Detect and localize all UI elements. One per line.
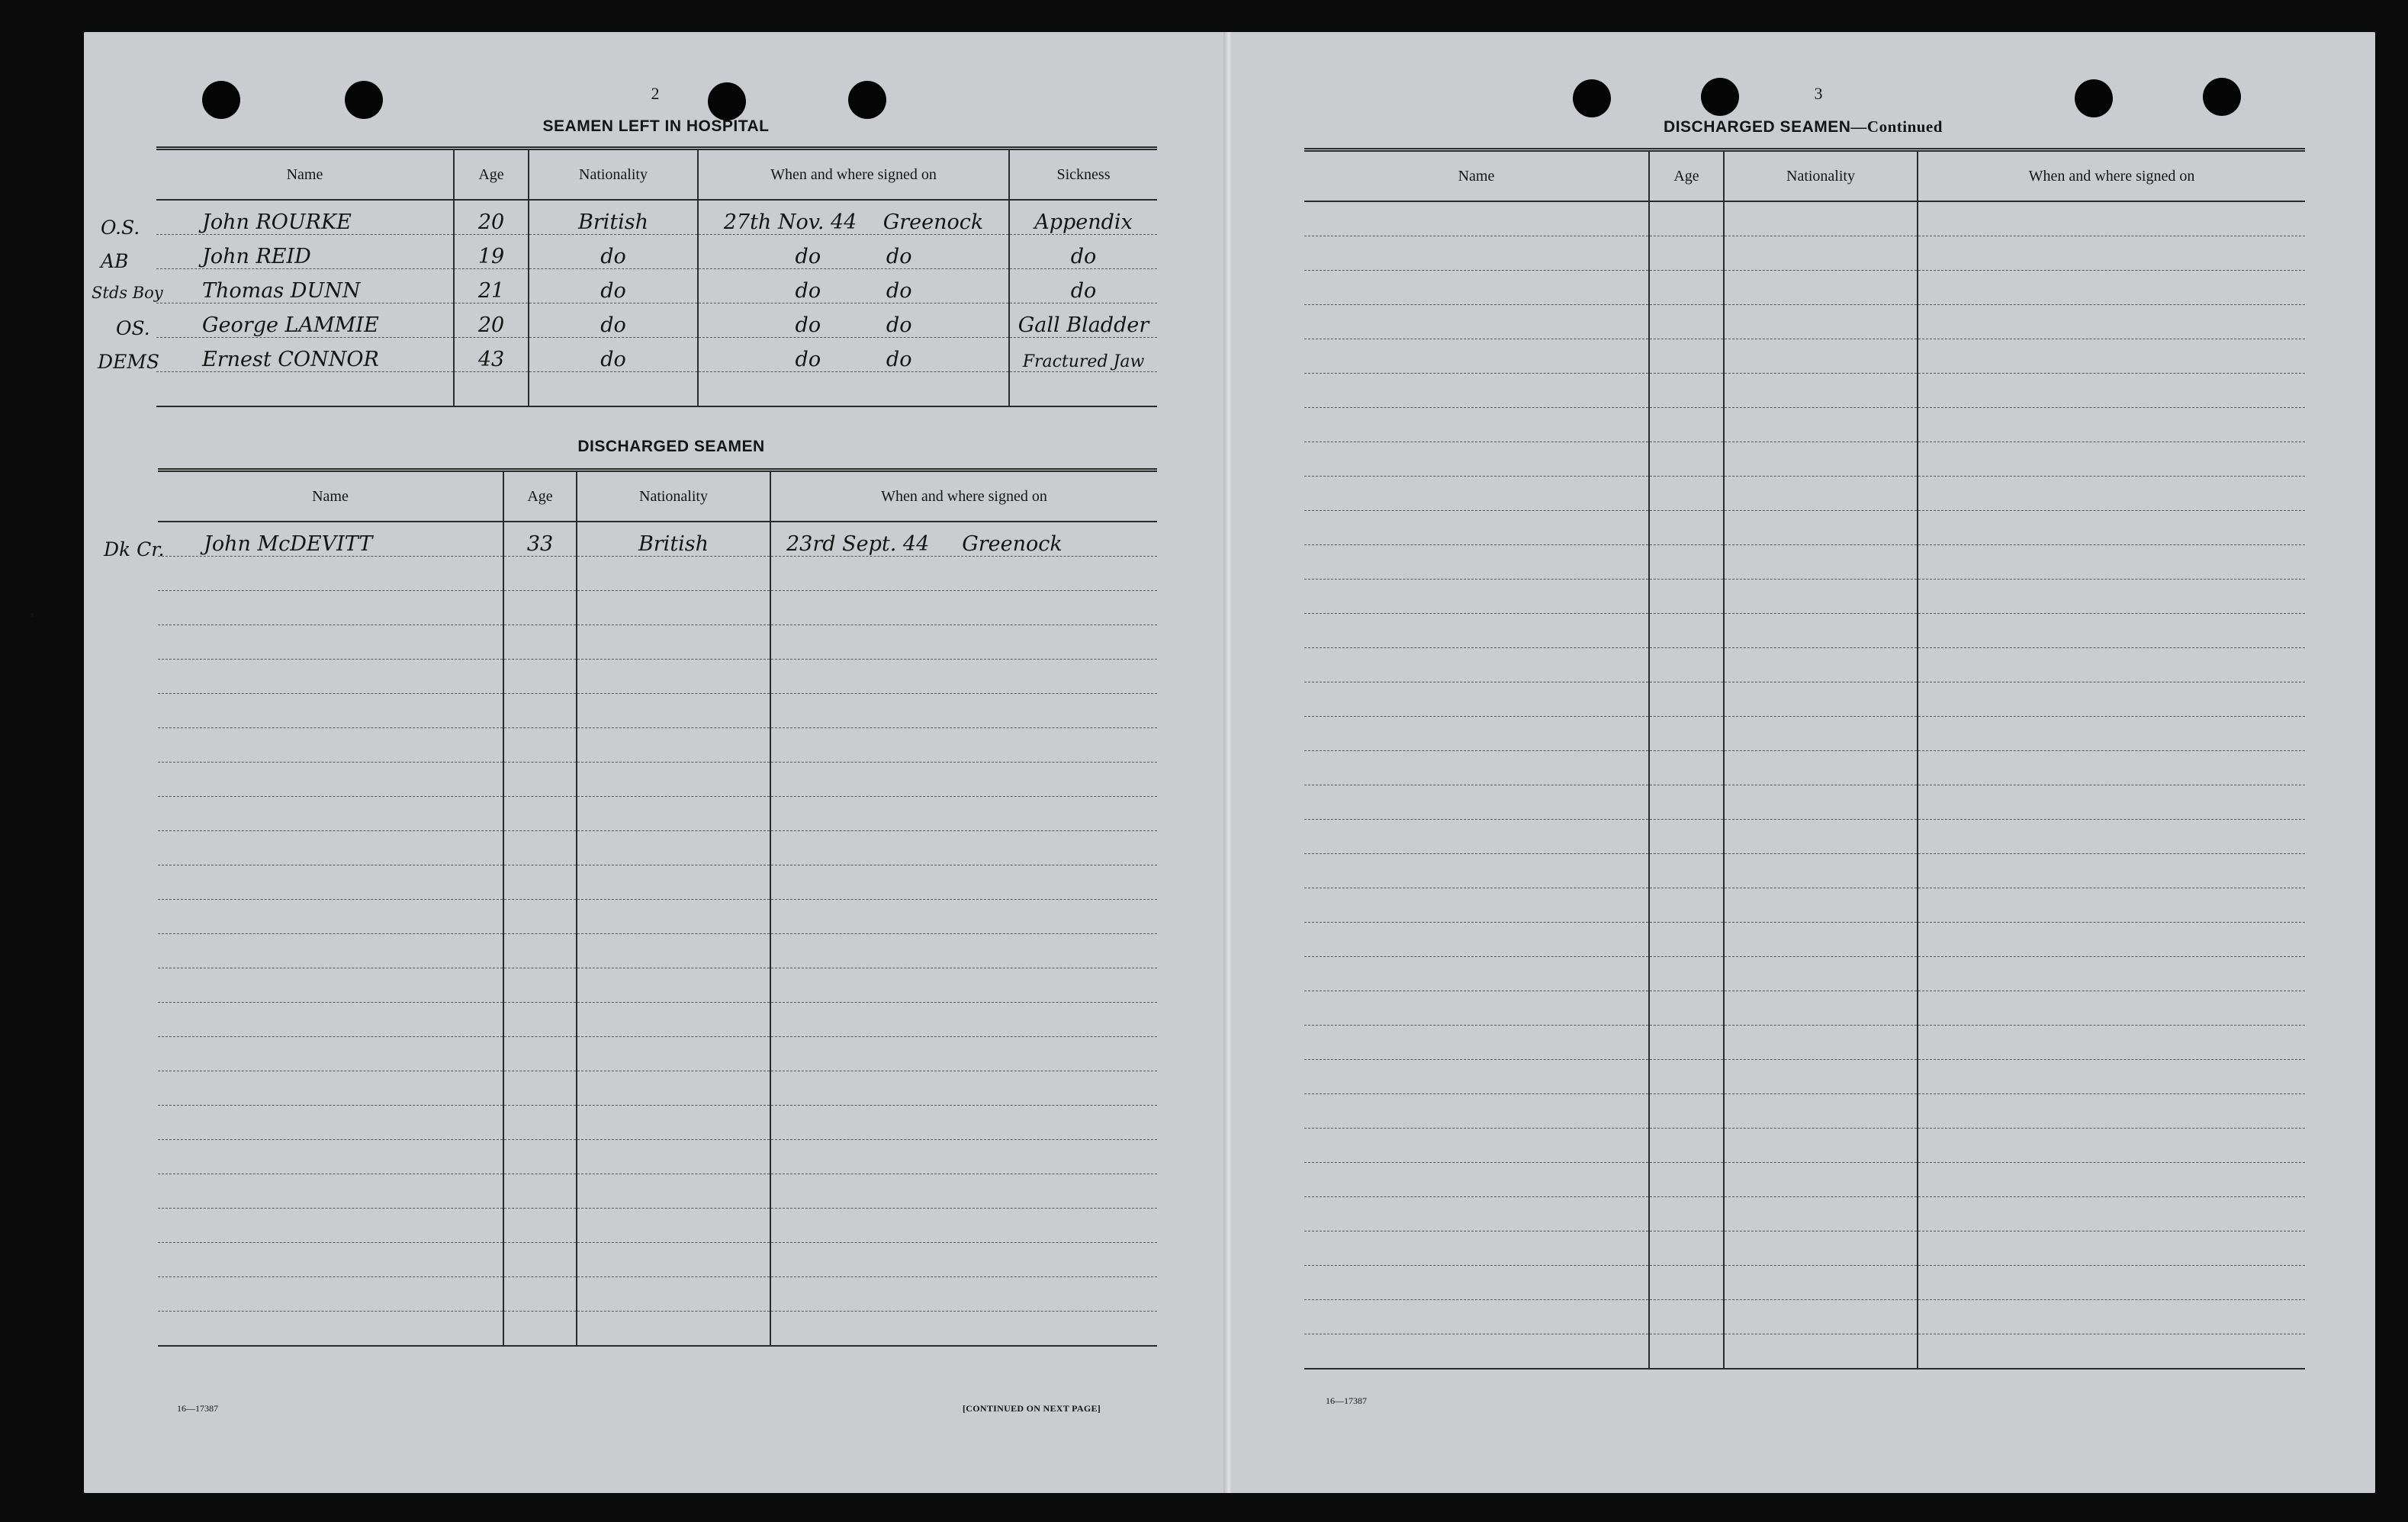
col-header-age: Age [454, 149, 529, 201]
seaman-nationality: do [529, 269, 698, 303]
empty-row [1304, 477, 2305, 511]
punch-hole [708, 82, 746, 120]
seaman-nationality: do [529, 235, 698, 269]
seaman-sickness: do [1009, 269, 1157, 303]
empty-row [1304, 1163, 2305, 1197]
empty-row [1304, 682, 2305, 717]
form-code-left: 16—17387 [177, 1403, 218, 1414]
discharged-continued-table [1304, 148, 2305, 1369]
empty-row [1304, 511, 2305, 545]
empty-row [158, 591, 1157, 625]
empty-row [158, 865, 1157, 900]
empty-row [1304, 1266, 2305, 1300]
seaman-sickness: Fractured Jaw [1009, 338, 1157, 372]
empty-row [158, 1209, 1157, 1243]
empty-row [158, 694, 1157, 728]
table-row [156, 372, 1157, 407]
empty-row [1304, 957, 2305, 991]
seaman-name: John REID [156, 235, 454, 269]
seaman-name: George LAMMIE [156, 303, 454, 338]
page-number-left: 2 [651, 84, 660, 103]
title-continued: —Continued [1850, 117, 1943, 136]
row-rating: O.S. [101, 217, 140, 239]
signed-date: 23rd Sept. 44 [786, 532, 930, 556]
punch-hole [202, 81, 240, 119]
empty-row [1304, 1060, 2305, 1094]
empty-row [1304, 648, 2305, 682]
seaman-sickness: Appendix [1009, 200, 1157, 235]
col-header-signed-on: When and where signed on [770, 470, 1157, 522]
margin-speck [31, 613, 34, 618]
row-rating: OS. [116, 317, 150, 339]
seaman-signed-on [698, 235, 1009, 269]
empty-row [1304, 236, 2305, 271]
punch-hole [1573, 79, 1611, 117]
col-header-name: Name [286, 165, 323, 183]
empty-row [1304, 923, 2305, 957]
empty-row [158, 728, 1157, 763]
punch-hole [1701, 78, 1739, 116]
table-row [156, 200, 1157, 235]
signed-place: do [886, 245, 912, 268]
empty-row [158, 1140, 1157, 1174]
empty-row [1304, 1026, 2305, 1060]
empty-row [1304, 408, 2305, 442]
signed-place: do [886, 279, 912, 303]
signed-date: do [795, 313, 821, 337]
signed-place: do [886, 348, 912, 371]
seaman-sickness: do [1009, 235, 1157, 269]
seaman-age: 21 [454, 269, 529, 303]
empty-row [1304, 580, 2305, 614]
empty-row [1304, 820, 2305, 854]
empty-row [158, 1174, 1157, 1209]
discharged-continued-title [1574, 117, 2032, 136]
col-header-name: Name [312, 487, 349, 505]
signed-date: do [795, 348, 821, 371]
seaman-signed-on [698, 200, 1009, 235]
empty-row [158, 1071, 1157, 1106]
discharged-table [158, 468, 1157, 1347]
seaman-name: John ROURKE [156, 200, 454, 235]
seaman-age: 43 [454, 338, 529, 372]
row-rating: Dk Cr. [104, 538, 165, 560]
empty-row [158, 1037, 1157, 1071]
seaman-name: Thomas DUNN [156, 269, 454, 303]
signed-place: Greenock [883, 210, 984, 234]
empty-row [158, 557, 1157, 591]
seaman-signed-on [770, 522, 1157, 557]
empty-row [158, 1003, 1157, 1037]
table-row [156, 235, 1157, 269]
punch-hole [2075, 79, 2113, 117]
empty-row [158, 968, 1157, 1003]
empty-row [158, 1106, 1157, 1140]
table-row [156, 269, 1157, 303]
seaman-nationality: do [529, 303, 698, 338]
seaman-age: 20 [454, 303, 529, 338]
empty-row [1304, 339, 2305, 374]
signed-date: do [795, 245, 821, 268]
punch-hole [345, 81, 383, 119]
col-header-nationality: Nationality [1724, 150, 1918, 202]
empty-row [1304, 991, 2305, 1026]
empty-row [158, 900, 1157, 934]
discharged-title: DISCHARGED SEAMEN [577, 438, 765, 455]
empty-row [158, 1243, 1157, 1277]
seaman-nationality: do [529, 338, 698, 372]
seaman-age: 20 [454, 200, 529, 235]
col-header-name: Name [1458, 167, 1495, 185]
empty-row [158, 625, 1157, 660]
seaman-signed-on [698, 303, 1009, 338]
row-rating: Stds Boy [92, 284, 163, 302]
col-header-sickness: Sickness [1009, 149, 1157, 201]
seaman-name: John McDEVITT [158, 522, 503, 557]
empty-row [158, 763, 1157, 797]
empty-row [1304, 717, 2305, 751]
empty-row [1304, 614, 2305, 648]
punch-hole [848, 81, 886, 119]
empty-row [1304, 442, 2305, 477]
empty-row [1304, 785, 2305, 820]
row-rating: AB [101, 250, 129, 272]
hospital-table [156, 146, 1157, 407]
empty-row [1304, 271, 2305, 305]
seaman-nationality: British [577, 522, 770, 557]
empty-row [1304, 854, 2305, 888]
empty-row [1304, 305, 2305, 339]
punch-hole [2203, 78, 2241, 116]
empty-row [1304, 1129, 2305, 1163]
signed-place: do [886, 313, 912, 337]
seaman-age: 19 [454, 235, 529, 269]
empty-row [158, 1312, 1157, 1347]
hospital-title: SEAMEN LEFT IN HOSPITAL [542, 117, 770, 135]
signed-place: Greenock [962, 532, 1063, 556]
col-header-age: Age [1649, 150, 1724, 202]
table-row [156, 303, 1157, 338]
col-header-nationality: Nationality [577, 470, 770, 522]
empty-row [1304, 751, 2305, 785]
col-header-signed-on: When and where signed on [1918, 150, 2305, 202]
empty-row [158, 934, 1157, 968]
empty-row [158, 660, 1157, 694]
signed-date: 27th Nov. 44 [723, 210, 857, 234]
empty-row [1304, 374, 2305, 408]
col-header-nationality: Nationality [529, 149, 698, 201]
signed-date: do [795, 279, 821, 303]
form-code-right: 16—17387 [1326, 1395, 1367, 1406]
empty-row [158, 797, 1157, 831]
table-row [156, 338, 1157, 372]
row-rating: DEMS [98, 351, 160, 373]
seaman-name: Ernest CONNOR [156, 338, 454, 372]
seaman-sickness: Gall Bladder [1009, 303, 1157, 338]
empty-row [1304, 1197, 2305, 1231]
continued-note: [CONTINUED ON NEXT PAGE] [963, 1403, 1101, 1414]
table-row [158, 522, 1157, 557]
empty-row [1304, 201, 2305, 236]
seaman-signed-on [698, 269, 1009, 303]
empty-row [158, 831, 1157, 865]
col-header-signed-on: When and where signed on [698, 149, 1009, 201]
seaman-signed-on [698, 338, 1009, 372]
empty-row [1304, 1300, 2305, 1334]
title-main: DISCHARGED SEAMEN [1664, 118, 1851, 136]
seaman-nationality: British [529, 200, 698, 235]
empty-row [158, 1277, 1157, 1312]
empty-row [1304, 1094, 2305, 1129]
empty-row [1304, 545, 2305, 580]
col-header-age: Age [503, 470, 577, 522]
seaman-age: 33 [503, 522, 577, 557]
empty-row [1304, 888, 2305, 923]
page-number-right: 3 [1814, 84, 1823, 103]
empty-row [1304, 1231, 2305, 1266]
empty-row [1304, 1334, 2305, 1369]
